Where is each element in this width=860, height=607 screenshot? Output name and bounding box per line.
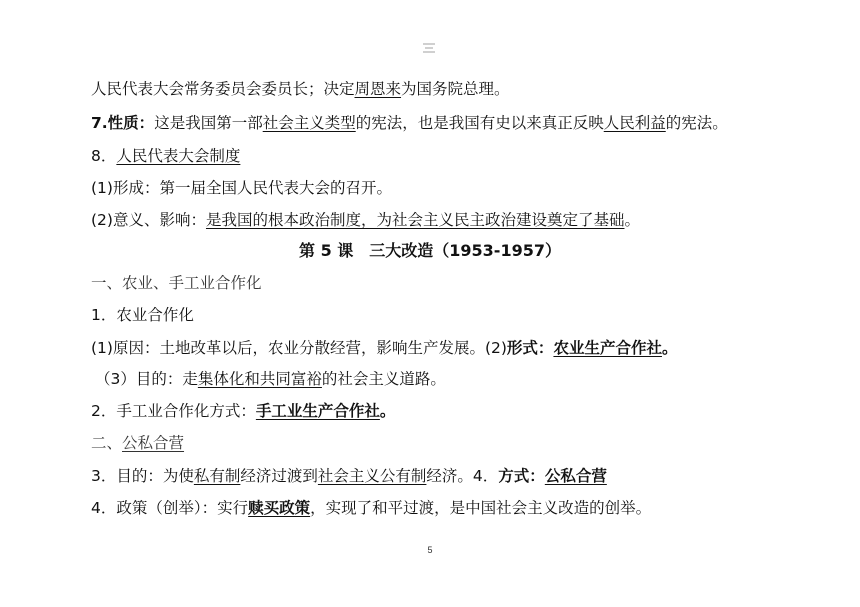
underlined-term: 和 — [244, 370, 260, 388]
bold-underlined-term: 公私合营 — [544, 467, 607, 485]
line-reason-form — [91, 338, 677, 358]
watermark-emblem-icon — [421, 40, 437, 56]
text: 为国务院总理。 — [401, 80, 510, 98]
text: 4．政策（创举）：实行 — [91, 499, 249, 517]
text: 的宪法，也是我国有史以来真正反映 — [355, 114, 604, 132]
bold-label: 7.性质： — [91, 114, 155, 132]
underlined-term: 公私合营 — [122, 434, 185, 452]
text: 1．农业合作化 — [91, 306, 194, 324]
bold-label: 形式： — [506, 339, 554, 357]
text: 人民代表大会常务委员会委员长；决定 — [91, 80, 355, 98]
line-goal-method — [91, 466, 607, 486]
underlined-term: 周恩来 — [354, 80, 402, 98]
line-formation — [91, 178, 392, 198]
text: ，实现了和平过渡，是中国社会主义改造的创举。 — [310, 499, 652, 517]
text: (1)原因：土地改革以后，农业分散经营，影响生产发展。(2) — [91, 339, 507, 357]
section-heading-cooperatives — [91, 273, 262, 293]
text: 。 — [379, 402, 396, 420]
text: 。 — [624, 211, 640, 229]
line-agri-coop — [91, 305, 194, 325]
text: 3．目的：为使 — [91, 467, 194, 485]
text: 2．手工业合作化方式： — [91, 402, 256, 420]
text: 经济过渡到 — [240, 467, 318, 485]
bold-underlined-term: 赎买政策 — [248, 499, 311, 517]
line-standing-committee — [91, 79, 510, 99]
line-policy — [91, 498, 651, 518]
text: 的社会主义道路。 — [321, 370, 446, 388]
text: 的宪法。 — [665, 114, 728, 132]
section-heading-joint-venture — [91, 433, 184, 453]
text: 经济。4． — [426, 467, 499, 485]
bold-underlined-term: 手工业生产合作社 — [255, 402, 380, 420]
text: (2)意义、影响： — [91, 211, 206, 229]
text: 。 — [661, 339, 678, 357]
bold-label: 方式： — [498, 467, 545, 485]
text: 这是我国第一部 — [154, 114, 263, 132]
line-npc-system — [91, 146, 240, 166]
underlined-term: 人民代表大会制度 — [116, 147, 241, 165]
underlined-term: 共同富裕 — [259, 370, 322, 388]
line-purpose — [95, 369, 446, 389]
line-constitution-nature — [91, 113, 728, 133]
page-number: 5 — [427, 545, 433, 555]
underlined-term: 是我国的根本政治制度，为社会主义民主政治建设奠定了基础 — [205, 211, 625, 229]
item-number: 8． — [91, 147, 117, 165]
text: 二、 — [91, 434, 123, 452]
underlined-term: 集体化 — [197, 370, 245, 388]
underlined-term: 社会主义类型 — [262, 114, 356, 132]
text: （3）目的：走 — [95, 370, 198, 388]
line-handicraft — [91, 401, 395, 421]
text: (1)形成：第一届全国人民代表大会的召开。 — [91, 179, 392, 197]
underlined-term: 社会主义公有制 — [317, 467, 427, 485]
underlined-term: 私有制 — [193, 467, 241, 485]
line-significance — [91, 210, 640, 230]
underlined-term: 人民利益 — [603, 114, 666, 132]
lesson-heading: 第 5 课 三大改造（1953-1957） — [299, 241, 561, 260]
text: 一、农业、手工业合作化 — [91, 274, 262, 292]
bold-underlined-term: 农业生产合作社 — [553, 339, 662, 357]
